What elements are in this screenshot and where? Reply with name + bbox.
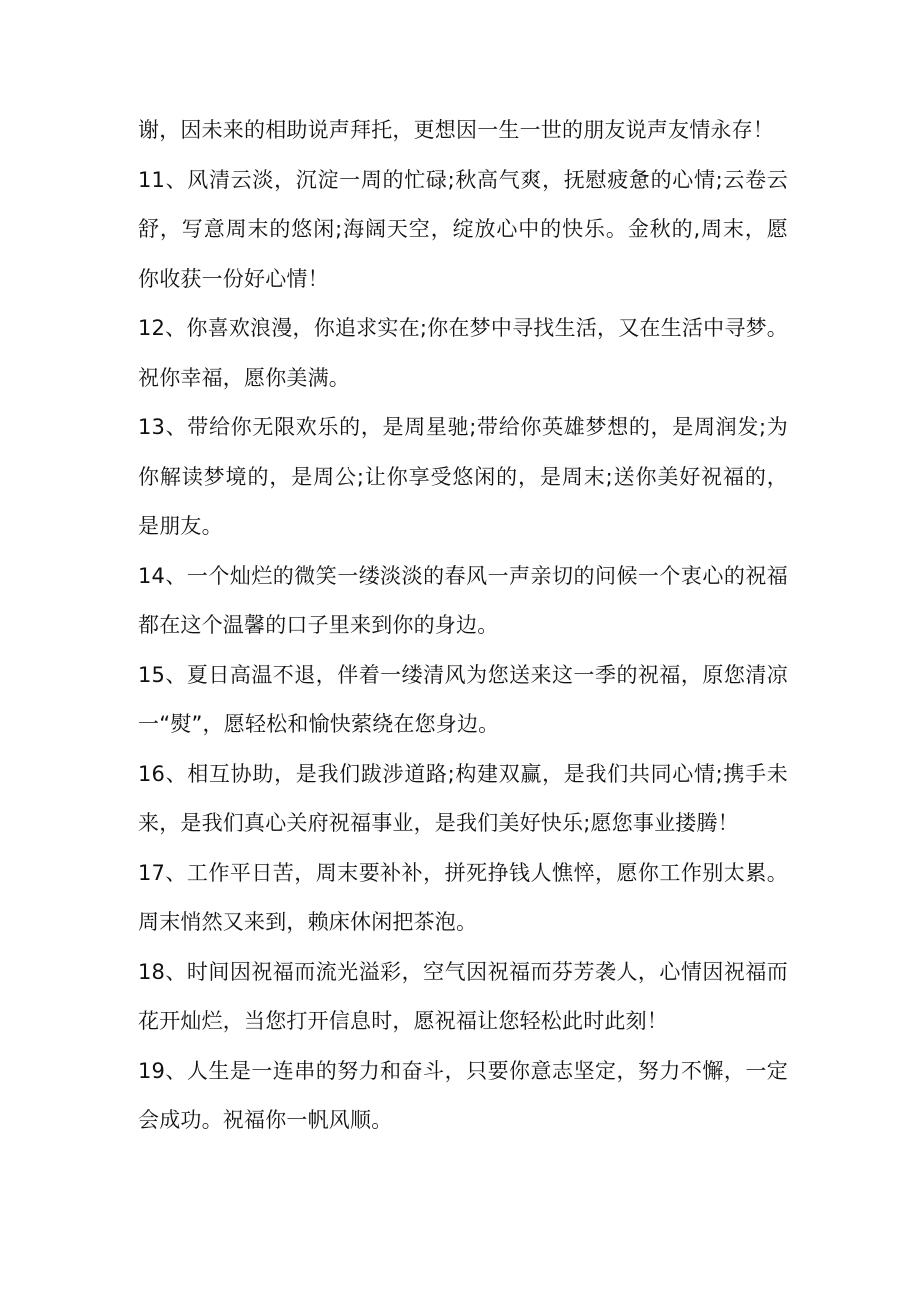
paragraph-item-16: 16、相互协助，是我们跋涉道路;构建双赢，是我们共同心情;携手未来，是我们真心关府祝福事业，是我们美好快乐;愿您事业搂腾！ [138,761,788,835]
paragraph-item-19: 19、人生是一连串的努力和奋斗，只要你意志坚定，努力不懈，一定会成功。祝福你一帆风顺。 [138,1058,788,1132]
paragraph-item-18: 18、时间因祝福而流光溢彩，空气因祝福而芬芳袭人，心情因祝福而花开灿烂，当您打开信息时，愿祝福让您轻松此时此刻！ [138,959,788,1033]
paragraph-item-17: 17、工作平日苦，周末要补补，拼死挣钱人憔悴，愿你工作别太累。周末悄然又来到，赖床休闲把茶泡。 [138,860,788,934]
document-body [138,106,788,1146]
paragraph-item-11: 11、风清云淡，沉淀一周的忙碌;秋高气爽，抚慰疲惫的心情;云卷云舒，写意周末的悠闲;海阔天空，绽放心中的快乐。金秋的,周末，愿你收获一份好心情！ [138,167,788,291]
paragraph-item-15: 15、夏日高温不退，伴着一缕清风为您送来这一季的祝福，原您清凉一“熨”，愿轻松和愉快萦绕在您身边。 [138,662,788,736]
paragraph-item-13: 13、带给你无限欢乐的，是周星驰;带给你英雄梦想的，是周润发;为你解读梦境的，是周公;让你享受悠闲的，是周末;送你美好祝福的，是朋友。 [138,415,788,538]
paragraph-item-12: 12、你喜欢浪漫，你追求实在;你在梦中寻找生活，又在生活中寻梦。祝你幸福，愿你美满。 [138,316,788,390]
paragraph-item-14: 14、一个灿烂的微笑一缕淡淡的春风一声亲切的问候一个衷心的祝福都在这个温馨的口子里来到你的身边。 [138,563,788,637]
paragraph-continuation: 谢，因未来的相助说声拜托，更想因一生一世的朋友说声友情永存！ [138,118,774,142]
